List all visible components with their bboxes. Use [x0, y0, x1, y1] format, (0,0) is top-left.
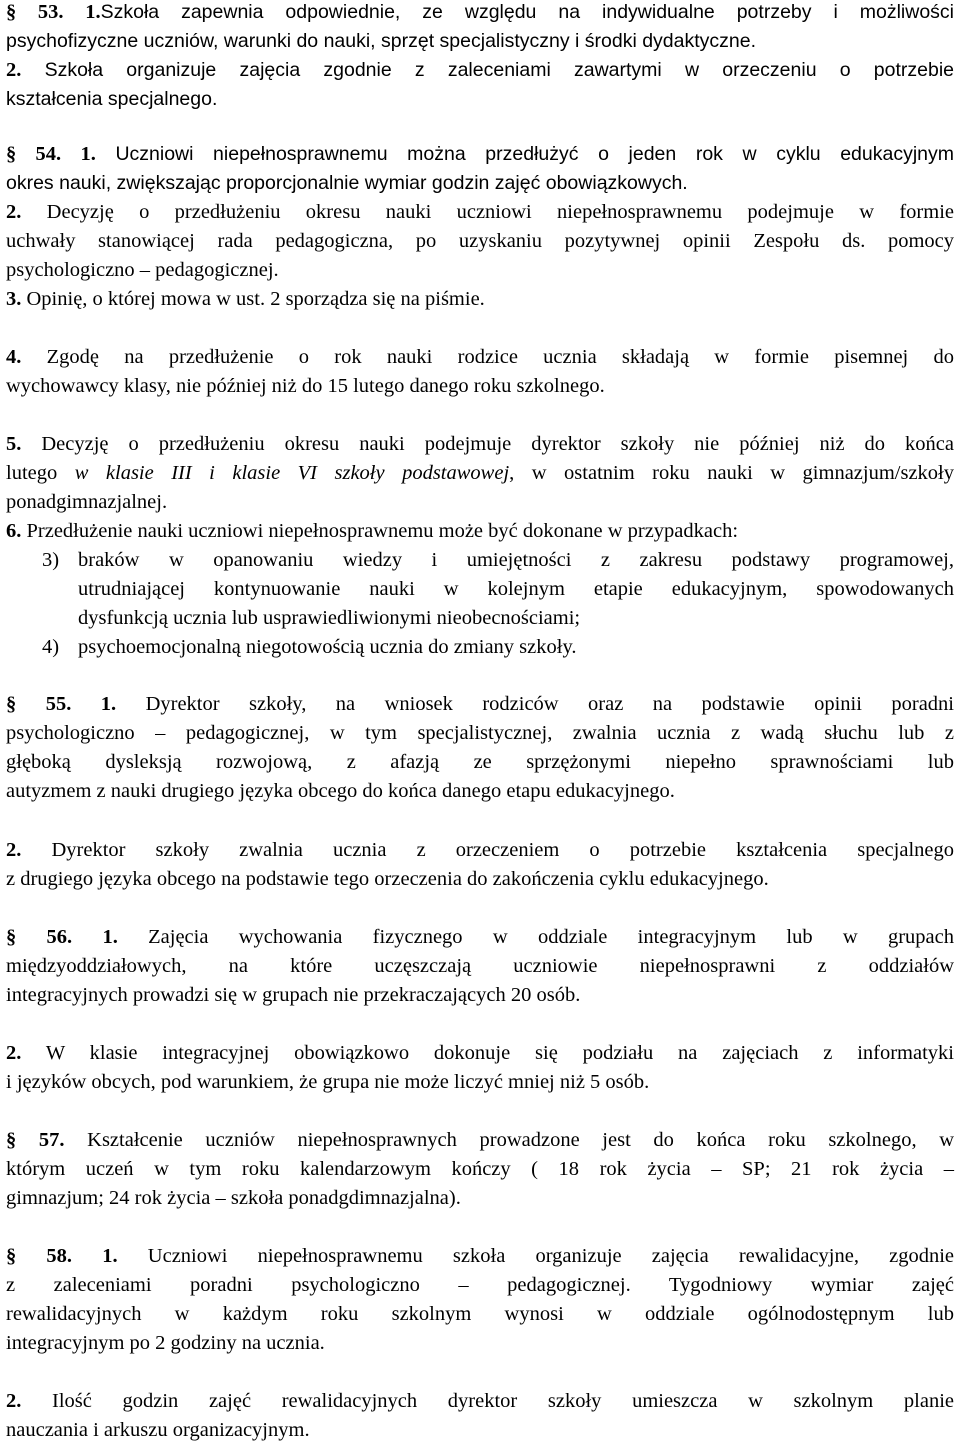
section-53-line-3: [6, 56, 954, 85]
section-56-point-2: [6, 1039, 954, 1097]
section-55-point-2: [6, 836, 954, 894]
section-56-heading: § 56. 1.: [6, 926, 118, 948]
section-58-line-4: integracyjnym po 2 godziny na ucznia.: [6, 1332, 325, 1354]
section-54-list: [42, 546, 954, 662]
section-53-line-1: [6, 0, 954, 27]
section-58-line-2: z zaleceniami poradni psychologiczno – pedagogicznej. Tygodniowy wymiar zajęć: [6, 1274, 954, 1296]
list-item-line-2: utrudniającej kontynuowanie nauki w kolejnym etapie edukacyjnym, spowodowanych: [78, 578, 954, 600]
section-54-line-1: [6, 140, 954, 169]
section-54-point-5: [6, 430, 954, 546]
section-53-line-4: kształcenia specjalnego.: [6, 88, 218, 110]
section-55-line-1: [6, 690, 954, 719]
section-54-point-3-number: 3.: [6, 288, 22, 310]
section-58-point-2: [6, 1387, 954, 1445]
section-54-line-10: [6, 459, 954, 488]
section-53-point-2-number: 2.: [6, 59, 22, 81]
section-54-point-4: [6, 343, 954, 401]
section-53-line-2: psychofizyczne uczniów, warunki do nauki, sprzęt specjalistyczny i środki dydaktyczne.: [6, 30, 756, 52]
section-55-line-2: psychologiczno – pedagogicznej, w tym specjalistycznej, zwalnia ucznia z wadą słuchu lub z: [6, 722, 954, 744]
section-58-heading: § 58. 1.: [6, 1245, 118, 1267]
section-54-line-9: [6, 430, 954, 459]
section-54-line-7: [6, 343, 954, 372]
section-57-line-3: gimnazjum; 24 rok życia – szkoła ponadgdimnazjalna).: [6, 1187, 461, 1209]
section-54-point-5-italic: w klasie III i klasie VI szkoły podstawowej: [74, 462, 510, 484]
section-54: [6, 140, 954, 314]
list-item-number: 3): [42, 549, 60, 571]
list-item-number: 4): [42, 636, 60, 658]
section-54-line-2: okres nauki, zwiększając proporcjonalnie wymiar godzin zajęć obowiązkowych.: [6, 172, 688, 194]
section-56-line-4: [6, 1039, 954, 1068]
section-54-point-3-text: Opinię, o której mowa w ust. 2 sporządza się na piśmie.: [21, 288, 485, 310]
section-54-point-5-text-b: , w ostatnim roku nauki w gimnazjum/szkoły: [509, 462, 954, 484]
list-item: [42, 546, 954, 633]
section-55-point-2-text: Dyrektor szkoły zwalnia ucznia z orzeczeniem o potrzebie kształcenia specjalnego: [21, 839, 954, 861]
section-56-point-1-text: Zajęcia wychowania fizycznego w oddziale integracyjnym lub w grupach: [117, 926, 955, 948]
section-53-point-2-text: Szkoła organizuje zajęcia zgodnie z zaleceniami zawartymi w orzeczeniu o potrzebie: [21, 59, 954, 81]
section-54-line-11: ponadgimnazjalnej.: [6, 491, 168, 513]
section-55-line-3: głęboką dysleksją rozwojową, z afazją ze sprzężonymi niepełno sprawnościami lub: [6, 751, 954, 773]
section-54-line-8: wychowawcy klasy, nie później niż do 15 lutego danego roku szkolnego.: [6, 375, 605, 397]
section-57-heading: § 57.: [6, 1129, 65, 1151]
section-56: [6, 923, 954, 1010]
section-54-point-6-text: Przedłużenie nauki uczniowi niepełnosprawnemu może być dokonane w przypadkach:: [21, 520, 739, 542]
section-57-line-2: którym uczeń w tym roku kalendarzowym kończy ( 18 rok życia – SP; 21 rok życia –: [6, 1158, 954, 1180]
section-54-point-2-text: Decyzję o przedłużeniu okresu nauki uczniowi niepełnosprawnemu podejmuje w formie: [21, 201, 954, 223]
section-53-point-1-text: Szkoła zapewnia odpowiednie, ze względu na indywidualne potrzeby i możliwości: [100, 1, 955, 23]
section-57: [6, 1126, 954, 1213]
list-item-line-3: dysfunkcją ucznia lub usprawiedliwionymi nieobecnościami;: [78, 607, 581, 629]
section-58-line-5: [6, 1387, 954, 1416]
section-55-point-2-number: 2.: [6, 839, 22, 861]
section-56-point-2-text: W klasie integracyjnej obowiązkowo dokonuje się podziału na zajęciach z informatyki: [21, 1042, 954, 1064]
section-56-line-2: międzyoddziałowych, na które uczęszczają uczniowie niepełnosprawni z oddziałów: [6, 955, 954, 977]
section-54-point-4-text: Zgodę na przedłużenie o rok nauki rodzice ucznia składają w formie pisemnej do: [21, 346, 954, 368]
section-53: [6, 0, 954, 114]
section-54-point-2-number: 2.: [6, 201, 22, 223]
section-54-line-4: uchwały stanowiącej rada pedagogiczna, po uzyskaniu pozytywnej opinii Zespołu ds. pomocy: [6, 230, 954, 252]
section-58-line-1: [6, 1242, 954, 1271]
section-54-line-12: [6, 517, 954, 546]
section-55-heading: § 55. 1.: [6, 693, 117, 715]
section-56-point-2-number: 2.: [6, 1042, 22, 1064]
section-55: [6, 690, 954, 806]
section-54-point-4-number: 4.: [6, 346, 22, 368]
list-item-line-1: psychoemocjonalną niegotowością ucznia do zmiany szkoły.: [78, 636, 577, 658]
section-57-text: Kształcenie uczniów niepełnosprawnych prowadzone jest do końca roku szkolnego, w: [64, 1129, 954, 1151]
section-58-line-3: rewalidacyjnych w każdym roku szkolnym wynosi w oddziale ogólnodostępnym lub: [6, 1303, 954, 1325]
section-54-point-6-number: 6.: [6, 520, 22, 542]
section-54-point-5-text: Decyzję o przedłużeniu okresu nauki podejmuje dyrektor szkoły nie później niż do końca: [21, 433, 954, 455]
section-54-point-5-text-a: lutego: [6, 462, 75, 484]
section-56-line-1: [6, 923, 954, 952]
section-53-heading: § 53. 1.: [6, 1, 101, 23]
section-55-point-1-text: Dyrektor szkoły, na wniosek rodziców oraz na podstawie opinii poradni: [116, 693, 954, 715]
section-58-point-2-number: 2.: [6, 1390, 22, 1412]
list-item: [42, 633, 954, 662]
section-54-line-6: [6, 285, 954, 314]
section-54-point-5-number: 5.: [6, 433, 22, 455]
section-55-line-5: [6, 836, 954, 865]
section-54-heading: § 54. 1.: [6, 143, 96, 165]
section-56-line-5: i języków obcych, pod warunkiem, że grupa nie może liczyć mniej niż 5 osób.: [6, 1071, 650, 1093]
section-55-line-4: autyzmem z nauki drugiego języka obcego do końca danego etapu edukacyjnego.: [6, 780, 675, 802]
section-54-point-1-text: Uczniowi niepełnosprawnemu można przedłużyć o jeden rok w cyklu edukacyjnym: [95, 143, 955, 165]
section-54-line-5: psychologiczno – pedagogicznej.: [6, 259, 279, 281]
section-57-line-1: [6, 1126, 954, 1155]
section-56-line-3: integracyjnych prowadzi się w grupach nie przekraczających 20 osób.: [6, 984, 581, 1006]
section-58-point-1-text: Uczniowi niepełnosprawnemu szkoła organizuje zajęcia rewalidacyjne, zgodnie: [117, 1245, 955, 1267]
section-58: [6, 1242, 954, 1358]
section-58-line-6: nauczania i arkuszu organizacyjnym.: [6, 1419, 310, 1441]
section-55-line-6: z drugiego języka obcego na podstawie tego orzeczenia do zakończenia cyklu edukacyjnego.: [6, 868, 769, 890]
section-58-point-2-text: Ilość godzin zajęć rewalidacyjnych dyrektor szkoły umieszcza w szkolnym planie: [21, 1390, 954, 1412]
list-item-line-1: braków w opanowaniu wiedzy i umiejętności z zakresu podstawy programowej,: [78, 549, 954, 571]
section-54-line-3: [6, 198, 954, 227]
